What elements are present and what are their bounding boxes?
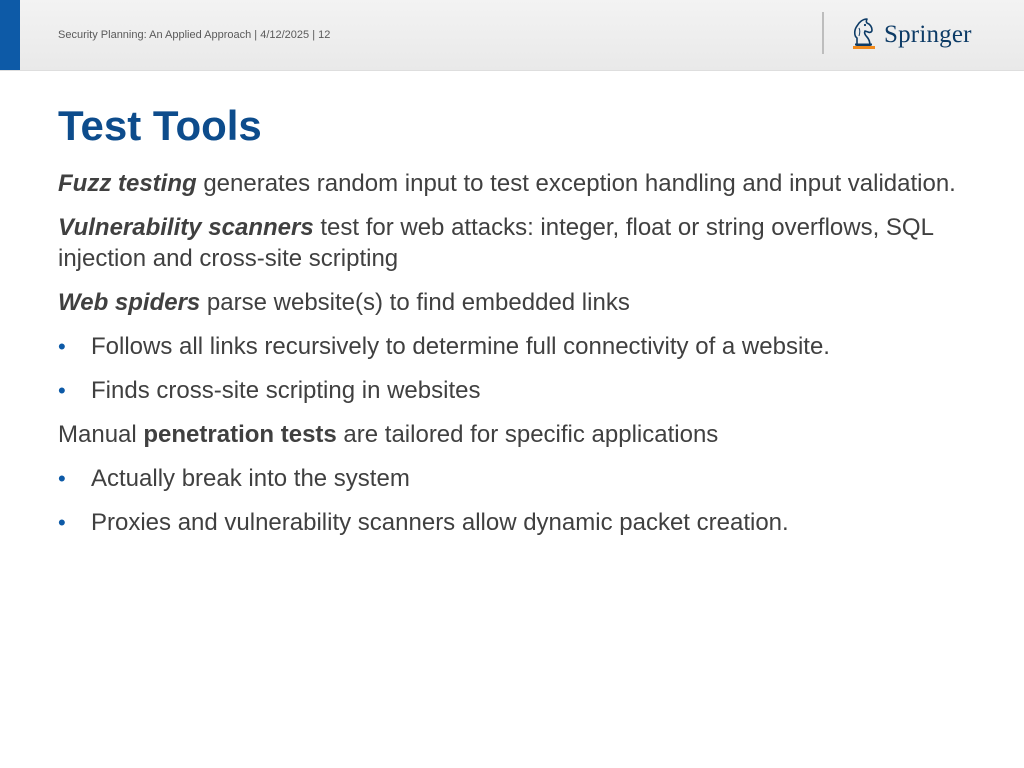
term-fuzz-testing: Fuzz testing	[58, 170, 197, 197]
paragraph-text: are tailored for specific applications	[336, 421, 719, 448]
bullet-icon: •	[58, 334, 66, 359]
content-paragraph	[58, 287, 958, 318]
springer-wordmark: Springer	[884, 20, 972, 48]
paragraph-prefix: Manual	[58, 421, 144, 448]
springer-logo	[850, 14, 972, 54]
paragraph-text: parse website(s) to find embedded links	[200, 289, 630, 316]
bullet-text: Finds cross-site scripting in websites	[91, 377, 481, 404]
bullet-item	[58, 463, 958, 494]
bullet-icon: •	[58, 466, 66, 491]
term-vulnerability-scanners: Vulnerability scanners	[58, 214, 314, 241]
springer-knight-icon	[850, 16, 878, 52]
paragraph-text: generates random input to test exception handling and input validation.	[196, 170, 956, 197]
header-accent-bar	[0, 0, 20, 70]
term-web-spiders: Web spiders	[58, 289, 201, 316]
bullet-text: Follows all links recursively to determine full connectivity of a website.	[91, 333, 830, 360]
bullet-item	[58, 331, 958, 362]
bullet-item	[58, 507, 958, 538]
header-divider	[822, 12, 824, 54]
bullet-icon: •	[58, 510, 66, 535]
term-penetration-tests: penetration tests	[143, 421, 337, 448]
bullet-icon: •	[58, 378, 66, 403]
content-paragraph	[58, 212, 958, 274]
content-paragraph	[58, 419, 958, 450]
slide-title: Test Tools	[58, 102, 262, 149]
slide-header	[0, 0, 1024, 71]
slide-content	[58, 168, 958, 551]
bullet-item	[58, 375, 958, 406]
header-footer-text: Security Planning: An Applied Approach | 4/12/2025 | 12	[58, 29, 331, 41]
content-paragraph	[58, 168, 958, 199]
paragraph-text: test for web attacks: integer, float or string overflows, SQL injection and cross-site scripting	[58, 214, 934, 272]
bullet-text: Actually break into the system	[91, 465, 410, 492]
bullet-text: Proxies and vulnerability scanners allow dynamic packet creation.	[91, 509, 789, 536]
